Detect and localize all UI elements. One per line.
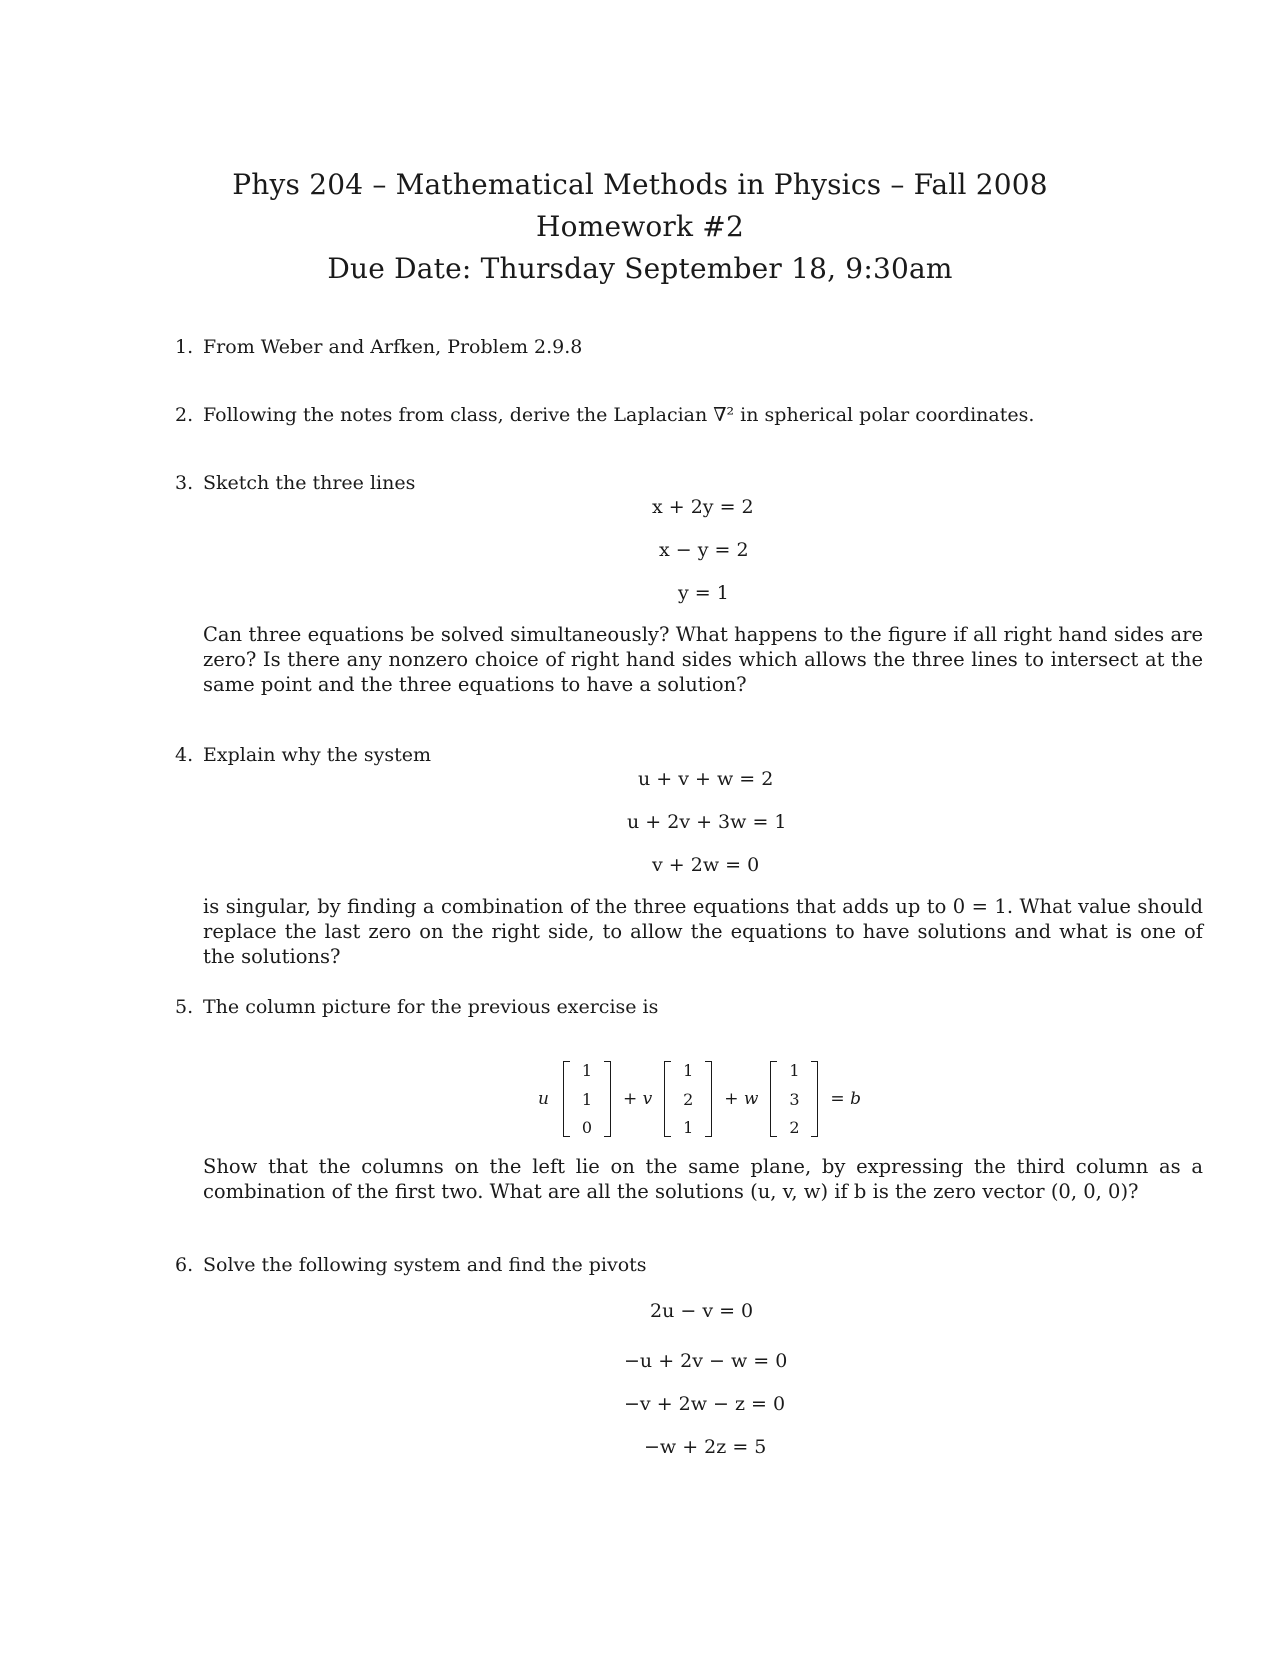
equation: u + v + w = 2 <box>638 768 774 790</box>
due-date: Due Date: Thursday September 18, 9:30am <box>327 252 953 285</box>
problem-4-question: is singular, by finding a combination of the three equations that adds up to 0 = 1. What value should replace the last zero on the right side, to allow the equations to have solutions and what is one of the solutions? <box>203 895 1203 968</box>
problem-number: 5. <box>175 996 194 1018</box>
matrix-entry: 1 <box>581 1089 593 1109</box>
matrix-entry: 3 <box>789 1089 800 1109</box>
problem-6 <box>175 1254 647 1276</box>
problem-text: Solve the following system and find the pivots <box>203 1254 647 1276</box>
problem-5-question: Show that the columns on the left lie on the same plane, by expressing the third column as a combination of the first two. What are all the solutions (u, v, w) if b is the zero vector (0, 0, 0)? <box>203 1155 1203 1203</box>
equation: −u + 2v − w = 0 <box>624 1350 788 1372</box>
problem-text: Sketch the three lines <box>203 472 416 494</box>
equation: v + 2w = 0 <box>652 854 760 876</box>
matrix-entry: 1 <box>789 1061 800 1080</box>
equation: x + 2y = 2 <box>652 496 754 518</box>
problem-2 <box>175 404 1034 426</box>
column-vector-3 <box>770 1061 818 1137</box>
equation: −w + 2z = 5 <box>644 1436 767 1458</box>
problem-number: 2. <box>175 404 194 426</box>
problem-5 <box>175 996 658 1018</box>
equation: y = 1 <box>678 582 729 604</box>
problem-4 <box>175 744 431 766</box>
problem-number: 4. <box>175 744 194 766</box>
problem-number: 3. <box>175 472 194 494</box>
column-vector-2 <box>664 1061 712 1137</box>
problem-1 <box>175 336 582 358</box>
matrix-entry: 1 <box>683 1061 694 1080</box>
matrix-entry: 2 <box>683 1089 694 1109</box>
problem-text: The column picture for the previous exercise is <box>203 996 659 1018</box>
column-picture <box>530 1060 867 1138</box>
problem-3-question: Can three equations be solved simultaneously? What happens to the figure if all right hand sides are zero? Is there any nonzero choice of right hand sides which allows the three lines to intersect at the same point and the three equations to have a solution? <box>203 623 1203 696</box>
homework-title: Homework #2 <box>536 210 744 243</box>
matrix-rhs: = b <box>830 1089 861 1109</box>
matrix-entry: 2 <box>789 1118 800 1137</box>
problem-number: 1. <box>175 336 194 358</box>
problem-3 <box>175 472 415 494</box>
course-title: Phys 204 – Mathematical Methods in Physics – Fall 2008 <box>232 168 1048 201</box>
matrix-op-v: + v <box>622 1089 653 1109</box>
matrix-op-w: + w <box>724 1089 759 1109</box>
column-vector-1 <box>563 1061 611 1137</box>
matrix-entry: 1 <box>683 1118 694 1137</box>
matrix-var-u: u <box>538 1089 549 1109</box>
matrix-entry: 1 <box>581 1061 593 1080</box>
problem-text: Explain why the system <box>203 744 432 766</box>
equation: u + 2v + 3w = 1 <box>627 811 787 833</box>
matrix-entry: 0 <box>581 1118 593 1137</box>
equation: x − y = 2 <box>659 539 749 561</box>
problem-text: Following the notes from class, derive the Laplacian ∇² in spherical polar coordinates. <box>203 404 1035 426</box>
equation: 2u − v = 0 <box>650 1300 754 1322</box>
problem-text: From Weber and Arfken, Problem 2.9.8 <box>203 336 583 358</box>
problem-number: 6. <box>175 1254 194 1276</box>
equation: −v + 2w − z = 0 <box>624 1393 786 1415</box>
